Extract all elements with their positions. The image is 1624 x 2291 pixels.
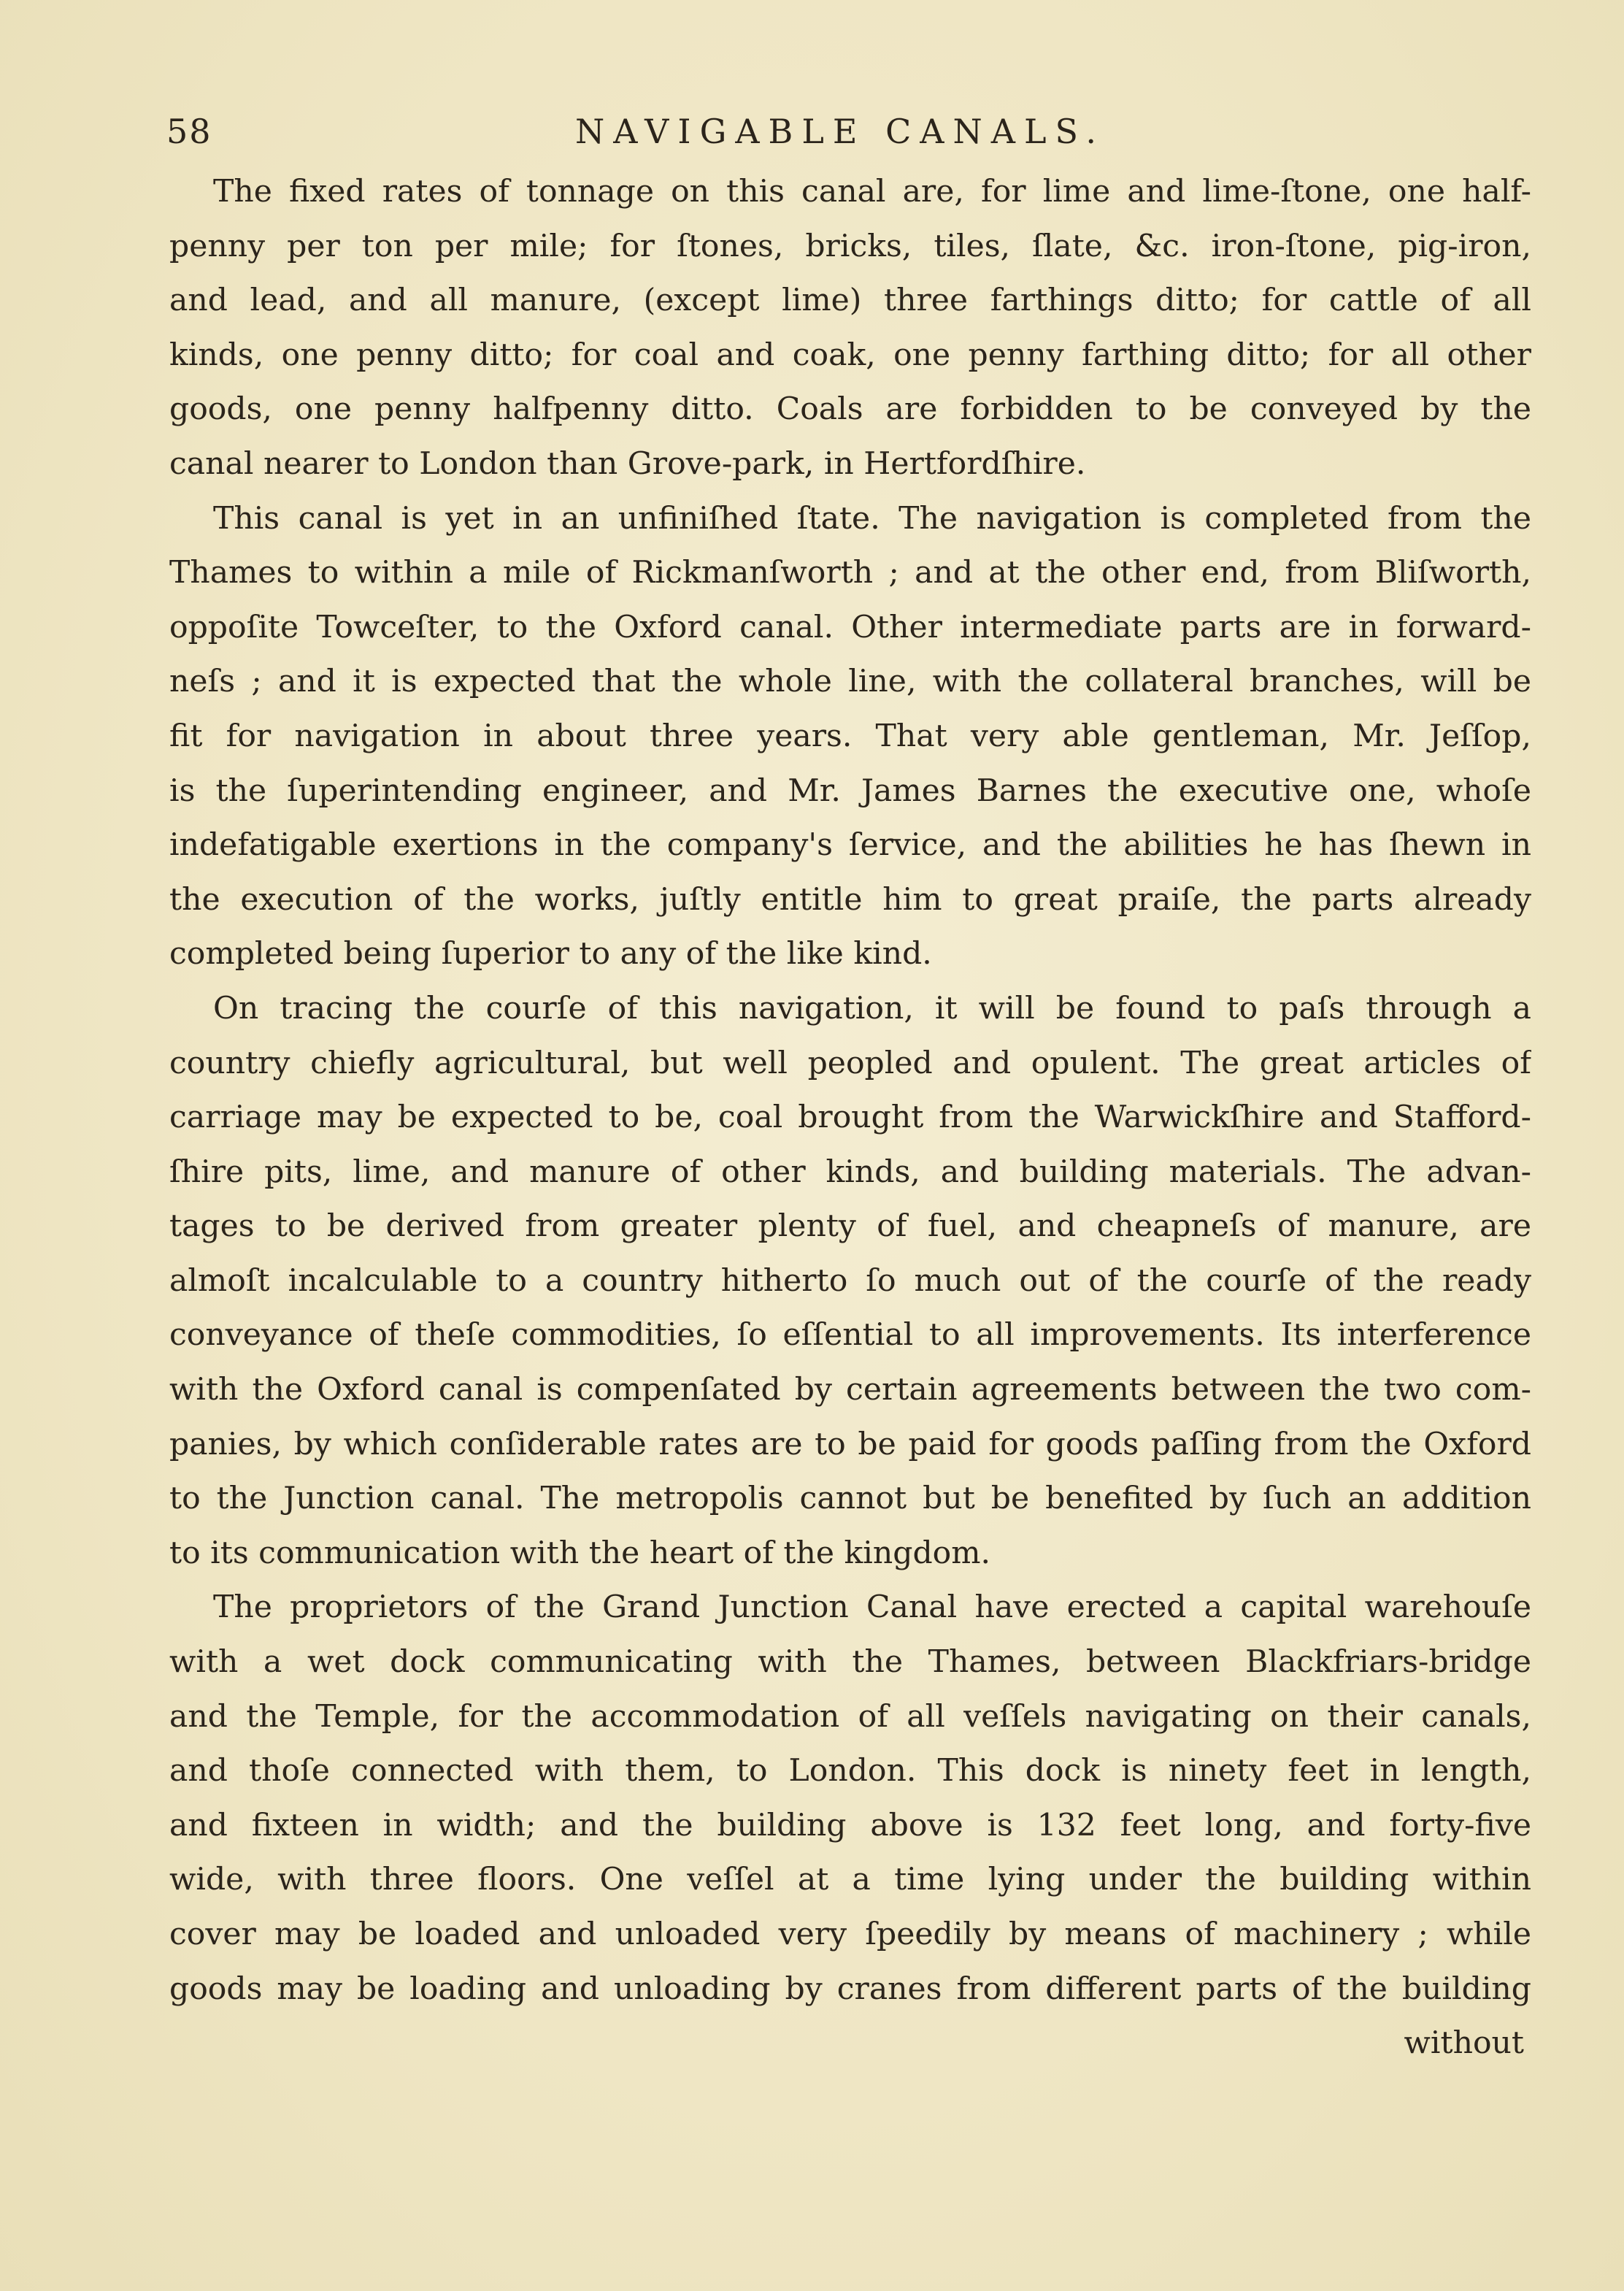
text-line: neſs ; and it is expected that the whole line, with the collateral branches, will be xyxy=(169,664,1531,700)
text-line: ſhire pits, lime, and manure of other kinds, and building materials. The advan- xyxy=(169,1154,1531,1190)
text-line: canal nearer to London than Grove-park, in Hertfordſhire. xyxy=(169,445,1086,482)
text-line: and lead, and all manure, (except lime) three farthings ditto; for cattle of all xyxy=(169,283,1531,319)
text-line: penny per ton per mile; for ſtones, bricks, tiles, ſlate, &c. iron-ſtone, pig-iron, xyxy=(169,228,1531,264)
body-text xyxy=(169,165,1531,2071)
text-line: is the ſuperintending engineer, and Mr. James Barnes the executive one, whoſe xyxy=(169,772,1531,809)
text-line: The fixed rates of tonnage on this canal are, for lime and lime-ſtone, one half- xyxy=(213,174,1531,210)
text-line: panies, by which conſiderable rates are to be paid for goods paſſing from the Oxford xyxy=(169,1426,1531,1462)
text-line: country chiefly agricultural, but well peopled and opulent. The great articles of xyxy=(169,1045,1531,1081)
text-line: tages to be derived from greater plenty of fuel, and cheapneſs of manure, are xyxy=(169,1208,1531,1245)
paragraph-tonnage-rates xyxy=(169,165,1531,492)
text-line: fit for navigation in about three years. That very able gentleman, Mr. Jeſſop, xyxy=(169,718,1531,754)
text-line: completed being ſuperior to any of the like kind. xyxy=(169,936,932,972)
text-line: indefatigable exertions in the company's ſervice, and the abilities he has ſhewn in xyxy=(169,827,1531,864)
text-line: the execution of the works, juſtly entitle him to great praiſe, the parts already xyxy=(169,881,1531,918)
text-line: kinds, one penny ditto; for coal and coak, one penny farthing ditto; for all other xyxy=(169,337,1531,373)
text-line: Thames to within a mile of Rickmanſworth ; and at the other end, from Bliſworth, xyxy=(169,555,1531,591)
text-line: goods, one penny halfpenny ditto. Coals are forbidden to be conveyed by the xyxy=(169,391,1531,428)
text-line: and thoſe connected with them, to London. This dock is ninety feet in length, xyxy=(169,1753,1531,1789)
paragraph-course-of-navigation xyxy=(169,982,1531,1581)
text-line: goods may be loading and unloading by cranes from different parts of the building xyxy=(169,1970,1531,2007)
text-line: to its communication with the heart of the kingdom. xyxy=(169,1535,991,1571)
text-line: almoſt incalculable to a country hitherto ſo much out of the courſe of the ready xyxy=(169,1262,1531,1299)
paragraph-warehouse-dock xyxy=(169,1581,1531,2016)
text-line: and fixteen in width; and the building above is 132 feet long, and forty-five xyxy=(169,1807,1531,1843)
text-line: cover may be loaded and unloaded very ſpeedily by means of machinery ; while xyxy=(169,1916,1531,1952)
running-head: NAVIGABLE CANALS. xyxy=(575,112,1106,151)
text-line: to the Junction canal. The metropolis cannot but be benefited by ſuch an addition xyxy=(169,1481,1531,1517)
text-line: This canal is yet in an unfiniſhed ſtate. The navigation is completed from the xyxy=(213,500,1531,537)
text-line: conveyance of theſe commodities, ſo eſſential to all improvements. Its interference xyxy=(169,1317,1531,1354)
paragraph-unfinished-state xyxy=(169,492,1531,982)
text-line: with a wet dock communicating with the Thames, between Blackfriars-bridge xyxy=(169,1644,1531,1681)
catchword: without xyxy=(1404,2025,1524,2062)
page-header xyxy=(166,102,1531,161)
text-line: carriage may be expected to be, coal brought from the Warwickſhire and Stafford- xyxy=(169,1100,1531,1136)
text-line: and the Temple, for the accommodation of all veſſels navigating on their canals, xyxy=(169,1698,1531,1735)
text-line: The proprietors of the Grand Junction Canal have erected a capital warehouſe xyxy=(213,1589,1531,1626)
text-line: with the Oxford canal is compenſated by certain agreements between the two com- xyxy=(169,1372,1531,1408)
page-number: 58 xyxy=(166,112,212,151)
text-line: oppoſite Towceſter, to the Oxford canal. Other intermediate parts are in forward- xyxy=(169,609,1531,645)
text-line: On tracing the courſe of this navigation, it will be found to paſs through a xyxy=(213,990,1531,1026)
text-line: wide, with three floors. One veſſel at a time lying under the building within xyxy=(169,1862,1531,1898)
